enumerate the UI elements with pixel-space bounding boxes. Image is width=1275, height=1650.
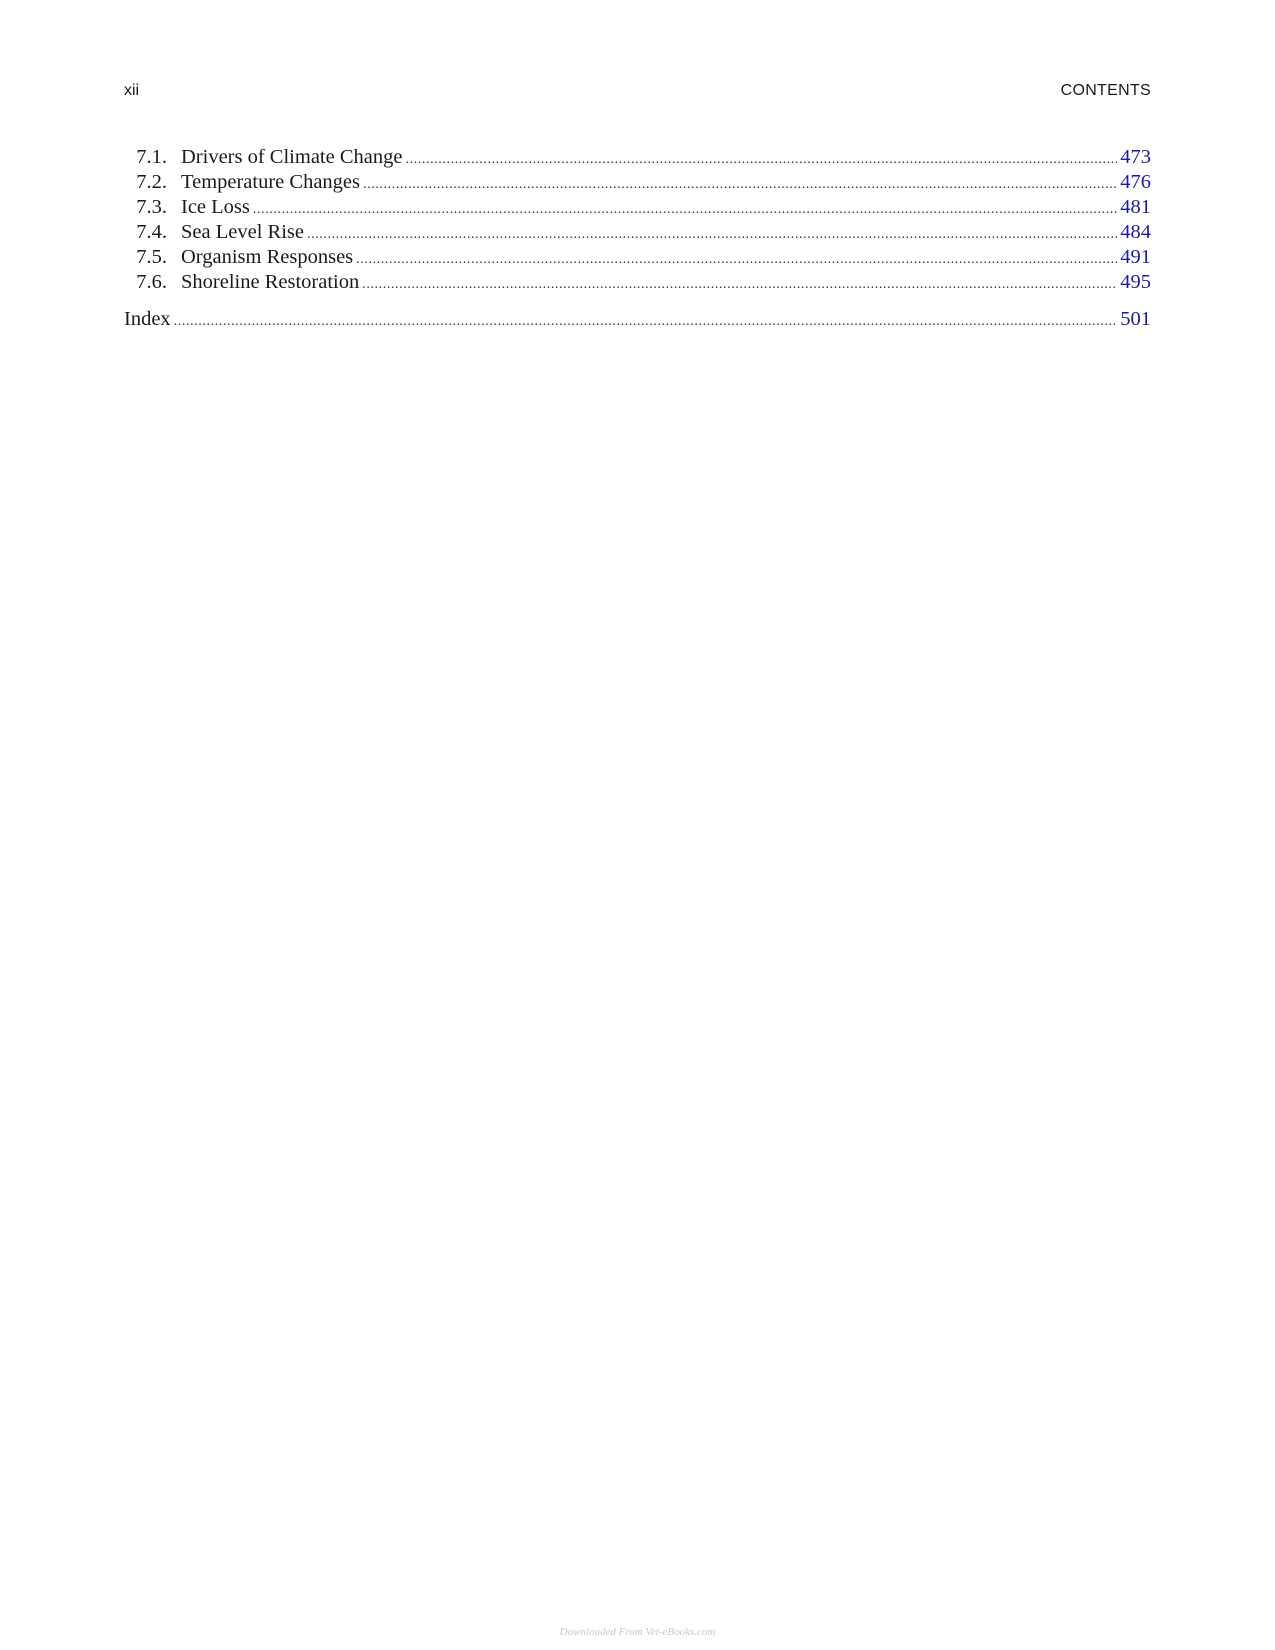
toc-entry-title: Temperature Changes xyxy=(181,171,361,193)
running-head-title: CONTENTS xyxy=(1060,82,1151,99)
dot-leader xyxy=(362,272,1117,297)
toc-index-entry xyxy=(124,307,1151,332)
toc-entry xyxy=(124,220,1151,245)
dot-leader xyxy=(307,222,1117,247)
table-of-contents xyxy=(124,145,1151,332)
toc-page-link[interactable]: 484 xyxy=(1120,221,1151,243)
toc-page-link[interactable]: 481 xyxy=(1120,196,1151,218)
toc-page-link[interactable]: 501 xyxy=(1120,308,1151,330)
toc-entry-title: Ice Loss xyxy=(181,196,250,218)
dot-leader xyxy=(174,309,1118,334)
toc-entry-title: Shoreline Restoration xyxy=(181,271,360,293)
page-folio: xii xyxy=(124,82,140,99)
toc-page-link[interactable]: 473 xyxy=(1120,146,1151,168)
toc-entry-number: 7.4. xyxy=(136,221,167,243)
download-watermark: Downloaded From Vet-eBooks.com xyxy=(559,1626,716,1638)
dot-leader xyxy=(405,147,1117,172)
toc-page-link[interactable]: 491 xyxy=(1120,246,1151,268)
toc-entry-title: Sea Level Rise xyxy=(181,221,304,243)
toc-entry xyxy=(124,145,1151,170)
toc-entry-number: 7.1. xyxy=(136,146,167,168)
toc-entry-number: 7.5. xyxy=(136,246,167,268)
toc-entry-number: 7.2. xyxy=(136,171,167,193)
dot-leader xyxy=(253,197,1117,222)
toc-entry-title: Drivers of Climate Change xyxy=(181,146,403,168)
toc-entry-title: Organism Responses xyxy=(181,246,354,268)
dot-leader xyxy=(356,247,1117,272)
toc-entry-number: 7.6. xyxy=(136,271,167,293)
toc-entry xyxy=(124,270,1151,295)
toc-page-link[interactable]: 476 xyxy=(1120,171,1151,193)
running-head xyxy=(124,82,1151,104)
toc-page-link[interactable]: 495 xyxy=(1120,271,1151,293)
toc-entry xyxy=(124,170,1151,195)
toc-entry xyxy=(124,245,1151,270)
toc-index-title: Index xyxy=(124,308,171,330)
toc-entry-number: 7.3. xyxy=(136,196,167,218)
dot-leader xyxy=(363,172,1117,197)
toc-entry xyxy=(124,195,1151,220)
